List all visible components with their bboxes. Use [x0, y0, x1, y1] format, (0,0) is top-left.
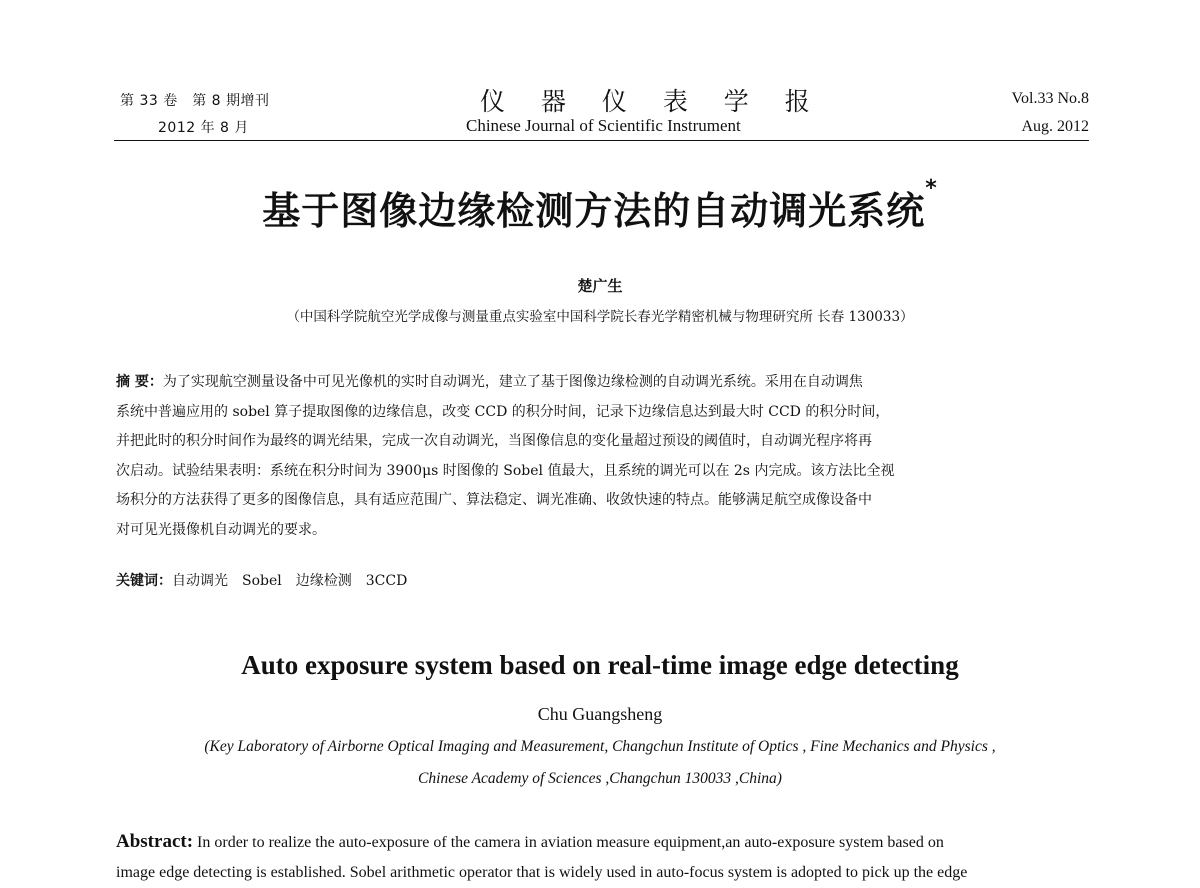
abstract-cn-line-4: 次启动。试验结果表明：系统在积分时间为 3900μs 时图像的 Sobel 值最大，且系统的调光可以在 2s 内完成。该方法比全视 — [116, 462, 895, 479]
abstract-cn-label: 摘 要： — [116, 374, 163, 390]
keywords-text: 自动调光 Sobel 边缘检测 3CCD — [172, 573, 408, 589]
abstract-en-line-1: Abstract: In order to realize the auto-exposure of the camera in aviation measure equipment,an auto-exposure system based on — [116, 831, 944, 852]
abstract-en-line-2: image edge detecting is established. Sobel arithmetic operator that is widely used in auto-focus system is adopted to pick up the edge — [116, 864, 968, 881]
abstract-en-label: Abstract: — [116, 831, 194, 852]
paper-title-en: Auto exposure system based on real-time image edge detecting — [241, 650, 959, 680]
paper-title-cn — [0, 176, 1200, 235]
paper-title-cn-text: 基于图像边缘检测方法的自动调光系统 — [262, 189, 926, 233]
author-cn: 楚广生 — [577, 277, 623, 295]
affiliation-cn: （中国科学院航空光学成像与测量重点实验室中国科学院长春光学精密机械与物理研究所 长春 130033） — [286, 309, 914, 325]
abstract-cn-line-5: 场积分的方法获得了更多的图像信息，具有适应范围广、算法稳定、调光准确、收敛快速的特点。能够满足航空成像设备中 — [116, 492, 872, 508]
keywords-label: 关键词： — [116, 573, 172, 589]
header-rule — [114, 140, 1089, 141]
affiliation-en-line-1: (Key Laboratory of Airborne Optical Imaging and Measurement, Changchun Institute of Optics , Fine Mechanics and Physics , — [204, 738, 996, 755]
abstract-en — [116, 827, 1096, 888]
volume-issue-cn: 第 33 卷 第 8 期增刊 — [120, 93, 270, 109]
abstract-cn — [116, 368, 1096, 545]
abstract-cn-line-3: 并把此时的积分时间作为最终的调光结果，完成一次自动调光，当图像信息的变化量超过预设的阈值时，自动调光程序将再 — [116, 433, 872, 449]
journal-title-cn: 仪 器 仪 表 学 报 — [480, 87, 824, 116]
keywords-cn — [116, 570, 407, 590]
footnote-mark: * — [925, 176, 938, 201]
date-en: Aug. 2012 — [1021, 118, 1089, 135]
volume-issue-en: Vol.33 No.8 — [1011, 90, 1089, 107]
author-en: Chu Guangsheng — [537, 704, 663, 724]
date-cn: 2012 年 8 月 — [158, 120, 249, 136]
affiliation-en-line-2: Chinese Academy of Sciences ,Changchun 130033 ,China) — [418, 770, 782, 787]
abstract-cn-line-1: 摘 要：为了实现航空测量设备中可见光像机的实时自动调光，建立了基于图像边缘检测的自动调光系统。采用在自动调焦 — [116, 374, 863, 390]
abstract-cn-line-2: 系统中普遍应用的 sobel 算子提取图像的边缘信息，改变 CCD 的积分时间，记录下边缘信息达到最大时 CCD 的积分时间， — [116, 403, 890, 420]
journal-title-en: Chinese Journal of Scientific Instrument — [466, 116, 741, 135]
abstract-cn-line-6: 对可见光摄像机自动调光的要求。 — [116, 521, 326, 538]
